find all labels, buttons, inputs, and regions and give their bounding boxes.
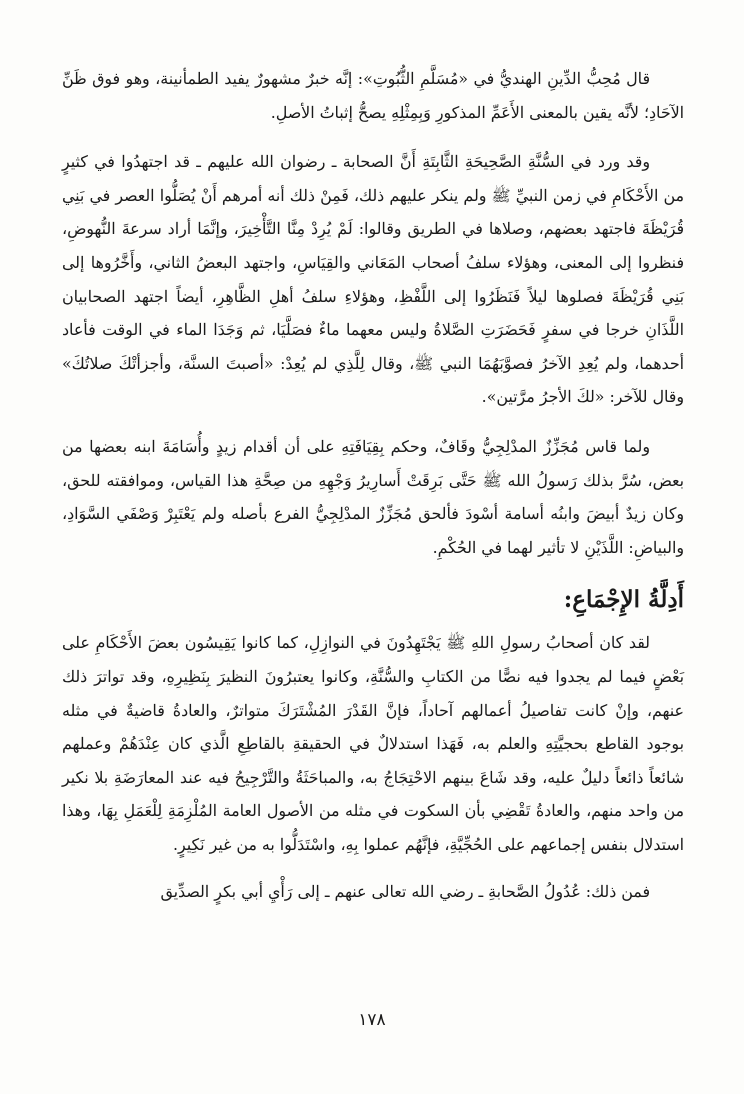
- page-number: ١٧٨: [358, 1010, 386, 1030]
- paragraph-2: وقد ورد في السُّنَّةِ الصَّحِيحَةِ الثَّابِتَةِ أَنَّ الصحابة ـ رضوان الله عليهم ـ قد اجتهدُوا في كثيرٍ من الأَحْكَامِ في زمن النبيِّ ﷺ ولم ينكر عليهم ذلك، فَمِنْ ذلك أنه أمرهم أَنْ يُصَلُّوا العصر في بَنِي قُرَيْظَةَ فاجتهد بعضهم، وصلاها في الطريق وقالوا: لَمْ يُرِدْ مِنَّا التَّأْخِيرَ، وإنَّمَا أراد سرعةَ النُّهوضِ، فنظروا إلى المعنى، وهؤلاء سلفُ أصحاب المَعَاني والقِيَاسِ، واجتهد البعضُ الثاني، وأَخَّرُوها إلى بَنِي قُرَيْظَةَ فصلوها ليلاً فَنَظَرُوا إلى اللَّفْظِ، وهؤلاءِ سلفُ أهلِ الظَّاهِرِ، أيضاً اجتهد الصحابيان اللَّذَانِ خرجا في سفرٍ فَحَضَرَتِ الصَّلاةُ وليس معهما ماءٌ فصَلَّيَا، ثم وَجَدَا الماء في الوقت فأعاد أحدهما، ولم يُعِدِ الآخرُ فصوَّبَهُمَا النبي ﷺ، وقال لِلَّذِي لم يُعِدْ: «أصبتَ السنَّة، وأجزأتْكَ صلاتُكَ» وقال للآخر: «لكَ الأجرُ مرَّتين».: [62, 152, 684, 407]
- paragraph-4: لقد كان أصحابُ رسولِ اللهِ ﷺ يَجْتَهِدُونَ في النوازِلِ، كما كانوا يَقِيسُون بعضَ الأَحْكَامِ على بَعْضٍ فيما لم يجدوا فيه نصًّا من الكتابِ والسُّنَّةِ، وكانوا يعتبرُونَ النظيرَ بِنَظِيرِهِ، وقد تواترَ ذلك عنهم، وإنْ كانت تفاصيلُ أعمالهم آحاداً، فإنَّ القَدْرَ المُشْتَرَكَ متواترٌ، والعادةُ قاضيةٌ في مثله بوجود القاطع بحجيَّتِهِ والعلم به، فَهَذا استدلالٌ في الحقيقةِ بالقاطِعِ الَّذي كان عِنْدَهُمْ وعملهم شائعاً ذائعاً دليلٌ عليه، وقد شَاعَ بينهم الاحْتِجَاجُ به، والمباحَثَةُ والتَّرْجِيحُ فيه عند المعارَضَةِ بلا نكير من واحد منهم، والعادةُ تَقْضِي بأن السكوت في مثله من الأصول العامة المُلْزِمَةِ لِلْعَمَلِ بِهَا، وهذا استدلال بنفس إجماعهم على الحُجِّيَّةِ، فإنَّهُم عملوا بِهِ، واسْتَدَلُّوا به من غير نَكِيرٍ.: [62, 633, 684, 854]
- page-body: [62, 62, 684, 909]
- paragraph-3: ولما قاس مُجَزِّزٌ المدْلِجِيُّ وقَافٌ، وحكم بِقِيَافَتِهِ على أن أقدام زيدٍ وأُسَامَةَ ابنه بعضها من بعض، سُرَّ بذلك رَسولُ الله ﷺ حَتَّى بَرِقَتْ أَسارِيرُ وَجْهِهِ من صِحَّةِ هذا القياس، وموافقته للحق، وكان زيدٌ أبيضَ وابنُه أسامة أسْودَ فألحق مُجَزِّزٌ المدْلِجِيُّ الفرع بأصله ولم يَعْتَبِرْ وَصْفَي السَّوَادِ، والبياضِ: اللَّذَيْنِ لا تأثير لهما في الحُكْمِ.: [62, 436, 684, 557]
- paragraph-1: قال مُحِبُّ الدِّينِ الهنديُّ في «مُسَلَّمِ الثُّبُوتِ»: إنَّه خبرٌ مشهورٌ يفيد الطمأنينة، وهو فوق ظَنِّ الآحَادِ؛ لأنَّه يقين بالمعنى الأَعَمِّ المذكورِ وَبِمِثْلِهِ يصحُّ إثباتُ الأصلِ.: [62, 69, 684, 122]
- section-heading: أَدِلَّةُ الإِجْمَاعِ:: [563, 586, 684, 614]
- paragraph-5: فمن ذلك: عُدُولُ الصَّحابةِ ـ رضي الله تعالى عنهم ـ إلى رَأْيِ أبي بكرٍ الصدِّيق: [160, 882, 650, 902]
